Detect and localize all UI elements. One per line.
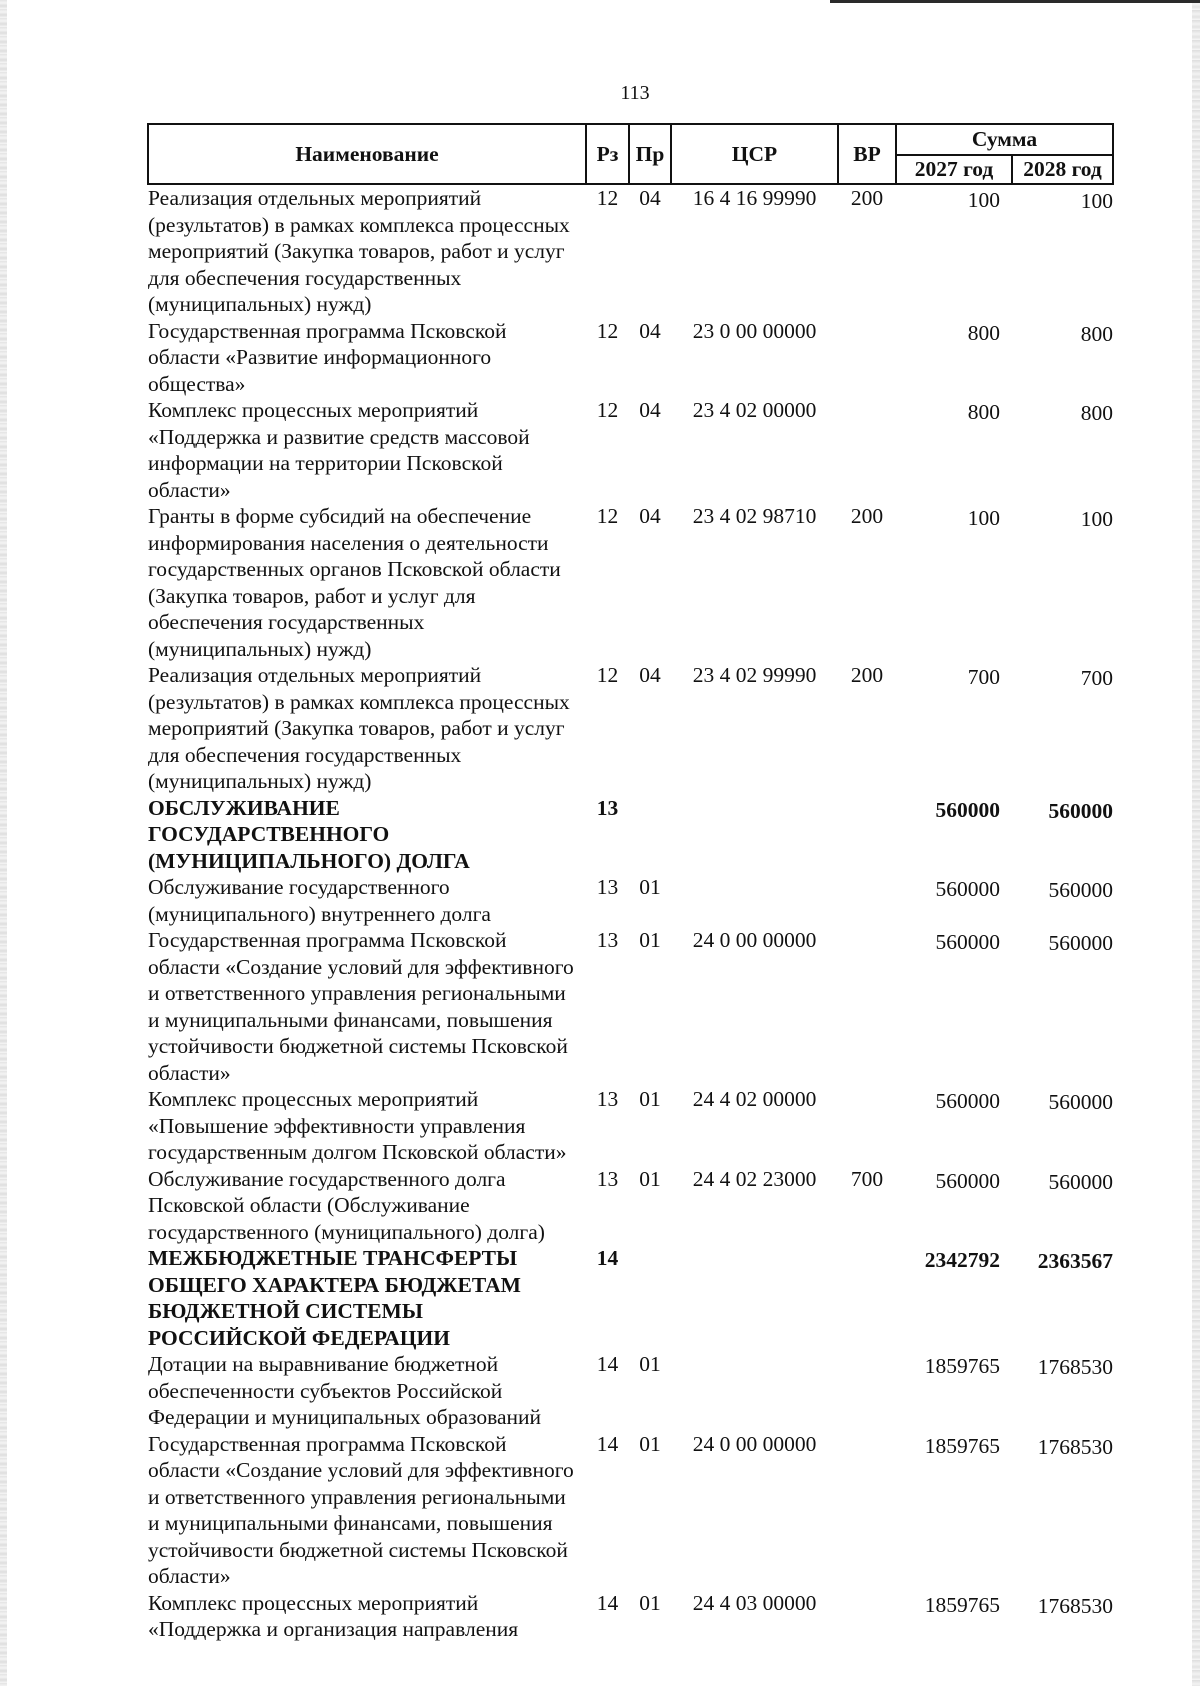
row-sum-2027: 560000 [935,877,1000,901]
row-name: Гранты в форме субсидий на обеспечение информирования населения о деятельности государственных органов Псковской области (Закупка товаров, работ и услуг для обеспечения государственных (муниципальных) нужд) [148,504,561,661]
row-rz: 12 [596,318,619,343]
row-vr: 200 [850,663,884,687]
row-rz: 12 [596,663,619,687]
row-csr: 24 0 00 00000 [692,1431,817,1456]
row-sum-2027: 560000 [935,1089,1000,1113]
table-row [148,1086,1113,1166]
row-pr: 01 [639,875,661,899]
row-name: Реализация отдельных мероприятий (результатов) в рамках комплекса процессных мероприятий (Закупка товаров, работ и услуг для обеспечения государственных (муниципальных) нужд) [148,186,570,316]
row-sum-2028: 1768530 [1037,1355,1114,1379]
scan-edge-left [0,0,7,1686]
row-name: Комплекс процессных мероприятий «Поддержка и развитие средств массовой информации на территории Псковской области» [148,398,530,502]
row-rz: 13 [596,1166,619,1191]
row-sum-2028: 100 [1080,189,1114,213]
row-csr: 24 4 02 00000 [692,1087,817,1111]
row-name: Государственная программа Псковской области «Создание условий для эффективного и ответственного управления региональными и муниципальными финансами, повышения устойчивости бюджетной системы Псковской области» [148,928,574,1085]
row-vr [838,1590,896,1643]
row-pr: 04 [639,398,661,422]
table-row [148,927,1113,1086]
row-sum-2028: 1768530 [1037,1434,1114,1459]
row-csr: 16 4 16 99990 [692,186,817,210]
row-vr: 700 [850,1166,884,1191]
row-name: Обслуживание государственного (муниципального) внутреннего долга [148,875,491,926]
row-sum-2028: 560000 [1048,1169,1114,1194]
row-sum-2027: 1859765 [924,1433,1000,1458]
row-rz: 13 [596,875,619,899]
table-row [148,503,1113,662]
row-pr: 01 [639,1166,661,1191]
row-sum-2028: 2363567 [1037,1249,1114,1273]
row-rz: 14 [596,1590,619,1615]
row-pr: 01 [639,1352,661,1376]
row-pr: 04 [639,186,661,210]
table-row [148,1431,1113,1590]
row-vr [838,1351,896,1431]
table-row [148,1166,1113,1246]
row-sum-2028: 560000 [1048,878,1114,902]
row-sum-2028: 100 [1080,507,1114,531]
row-rz: 14 [596,1246,619,1270]
row-pr [629,1245,671,1351]
scan-edge-right [1192,0,1200,1686]
table-row [148,1245,1113,1351]
row-vr [838,397,896,503]
row-csr: 24 4 03 00000 [692,1590,817,1615]
row-vr [838,1245,896,1351]
row-name: МЕЖБЮДЖЕТНЫЕ ТРАНСФЕРТЫ ОБЩЕГО ХАРАКТЕРА БЮДЖЕТАМ БЮДЖЕТНОЙ СИСТЕМЫ РОССИЙСКОЙ ФЕДЕРАЦИИ [148,1246,521,1350]
row-pr: 04 [639,318,661,343]
row-sum-2027: 100 [967,188,1000,212]
row-sum-2027: 100 [967,506,1000,530]
table-body [148,184,1113,1643]
header-sum: Сумма [896,124,1113,155]
row-csr [671,795,838,875]
row-pr: 01 [639,928,661,952]
row-sum-2027: 1859765 [924,1354,1000,1378]
row-name: ОБСЛУЖИВАНИЕ ГОСУДАРСТВЕННОГО (МУНИЦИПАЛЬНОГО) ДОЛГА [148,795,470,873]
row-pr [629,795,671,875]
row-name: Комплекс процессных мероприятий «Повышение эффективности управления государственным долгом Псковской области» [148,1087,567,1164]
table-header [148,124,1113,184]
row-sum-2027: 560000 [935,1168,1000,1193]
row-sum-2028: 800 [1080,401,1114,425]
row-sum-2027: 560000 [935,930,1000,954]
row-csr: 24 0 00 00000 [692,928,817,952]
row-sum-2028: 800 [1080,321,1114,346]
row-sum-2028: 560000 [1048,931,1114,955]
row-name: Комплекс процессных мероприятий «Поддержка и организация направления [148,1590,519,1641]
row-rz: 14 [596,1431,619,1456]
table-row [148,184,1113,318]
row-vr [838,874,896,927]
row-vr [838,795,896,875]
row-sum-2028: 560000 [1048,798,1114,823]
row-csr: 23 4 02 00000 [692,398,817,422]
row-rz: 13 [596,928,619,952]
row-csr: 24 4 02 23000 [692,1166,817,1191]
header-year-2028: 2028 год [1012,155,1113,184]
table-row [148,1590,1113,1643]
row-csr [671,1245,838,1351]
row-csr [671,874,838,927]
row-name: Реализация отдельных мероприятий (результатов) в рамках комплекса процессных мероприятий (Закупка товаров, работ и услуг для обеспечения государственных (муниципальных) нужд) [148,663,570,793]
row-sum-2027: 560000 [935,797,1000,822]
budget-table [147,123,1114,1643]
row-sum-2028: 560000 [1048,1090,1114,1114]
row-vr [838,318,896,398]
row-pr: 04 [639,663,661,687]
row-vr [838,1431,896,1590]
row-pr: 01 [639,1590,661,1615]
header-csr: ЦСР [671,124,838,184]
row-sum-2028: 1768530 [1037,1593,1114,1618]
row-sum-2027: 1859765 [924,1592,1000,1617]
row-rz: 12 [596,186,619,210]
row-sum-2027: 700 [967,665,1000,689]
row-sum-2027: 800 [967,400,1000,424]
row-rz: 13 [596,1087,619,1111]
row-name: Государственная программа Псковской области «Создание условий для эффективного и ответственного управления региональными и муниципальными финансами, повышения устойчивости бюджетной системы Псковской области» [148,1431,574,1588]
row-rz: 14 [596,1352,619,1376]
row-name: Дотации на выравнивание бюджетной обеспеченности субъектов Российской Федерации и муниципальных образований [148,1352,542,1429]
table-row [148,662,1113,795]
scan-top-line [830,0,1200,3]
header-pr: Пр [629,124,671,184]
row-vr [838,927,896,1086]
row-csr [671,1351,838,1431]
row-sum-2027: 2342792 [924,1248,1000,1272]
table-row [148,318,1113,398]
row-vr [838,1086,896,1166]
header-rz: Рз [586,124,629,184]
header-vr: ВР [838,124,896,184]
row-sum-2027: 800 [967,320,1000,345]
row-rz: 13 [596,795,619,820]
table-row [148,1351,1113,1431]
row-pr: 01 [639,1431,661,1456]
row-pr: 01 [639,1087,661,1111]
header-name: Наименование [148,124,586,184]
header-year-2027: 2027 год [896,155,1012,184]
table-row [148,795,1113,875]
row-name: Государственная программа Псковской области «Развитие информационного общества» [148,318,507,396]
row-rz: 12 [596,504,619,528]
row-vr: 200 [850,504,884,528]
table-row [148,397,1113,503]
row-rz: 12 [596,398,619,422]
row-pr: 04 [639,504,661,528]
row-csr: 23 4 02 99990 [692,663,817,687]
row-name: Обслуживание государственного долга Псковской области (Обслуживание государственного (муниципального) долга) [148,1166,545,1244]
page-number: 113 [620,82,650,104]
row-sum-2028: 700 [1080,666,1114,690]
table-row [148,874,1113,927]
row-csr: 23 0 00 00000 [692,318,817,343]
row-vr: 200 [850,186,884,210]
row-csr: 23 4 02 98710 [692,504,817,528]
